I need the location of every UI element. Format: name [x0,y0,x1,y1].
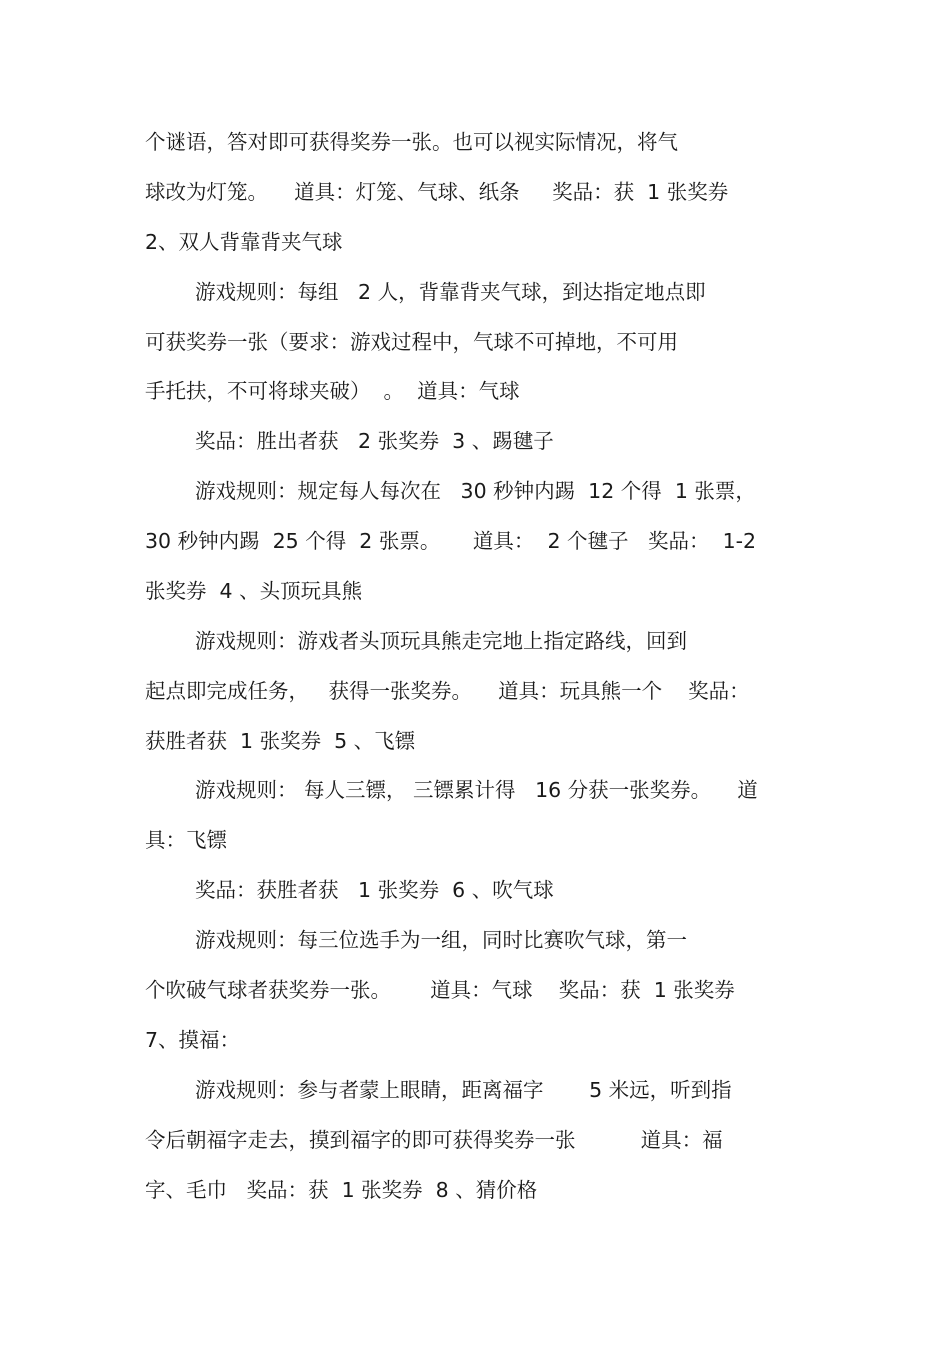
text-line: 游戏规则：规定每人每次在 30 秒钟内踢 12 个得 1 张票， [195,479,756,503]
text-line: 具：飞镖 [145,828,227,852]
text-line: 游戏规则：游戏者头顶玩具熊走完地上指定路线，回到 [195,629,687,653]
text-line: 奖品：胜出者获 2 张奖券 3 、踢毽子 [195,429,554,453]
text-line: 奖品：获胜者获 1 张奖券 6 、吹气球 [195,878,554,902]
text-line: 张奖券 4 、头顶玩具熊 [145,579,363,603]
text-line: 游戏规则：每组 2 人，背靠背夹气球，到达指定地点即 [195,280,706,304]
text-line: 获胜者获 1 张奖券 5 、飞镖 [145,729,416,753]
text-line: 可获奖券一张（要求：游戏过程中，气球不可掉地，不可用 [145,330,678,354]
text-line: 球改为灯笼。 道具：灯笼、气球、纸条 奖品：获 1 张奖券 [145,180,729,204]
text-line: 字、毛巾 奖品：获 1 张奖券 8 、猜价格 [145,1178,538,1202]
text-line: 令后朝福字走去，摸到福字的即可获得奖券一张 道具：福 [145,1128,723,1152]
heading-game-2: 2、双人背靠背夹气球 [145,230,343,254]
text-line: 游戏规则：每三位选手为一组，同时比赛吹气球，第一 [195,928,687,952]
text-line: 起点即完成任务， 获得一张奖券。 道具：玩具熊一个 奖品： [145,679,750,703]
text-line: 游戏规则： 每人三镖， 三镖累计得 16 分获一张奖券。 道 [195,778,758,802]
text-line: 30 秒钟内踢 25 个得 2 张票。 道具： 2 个毽子 奖品： 1-2 [145,529,757,553]
text-line: 手托扶，不可将球夹破） 。 道具：气球 [145,379,520,403]
heading-game-7: 7、摸福： [145,1028,241,1052]
text-line: 游戏规则：参与者蒙上眼睛，距离福字 5 米远，听到指 [195,1078,732,1102]
text-line: 个吹破气球者获奖券一张。 道具：气球 奖品：获 1 张奖券 [145,978,735,1002]
text-line: 个谜语，答对即可获得奖券一张。也可以视实际情况，将气 [145,130,678,154]
